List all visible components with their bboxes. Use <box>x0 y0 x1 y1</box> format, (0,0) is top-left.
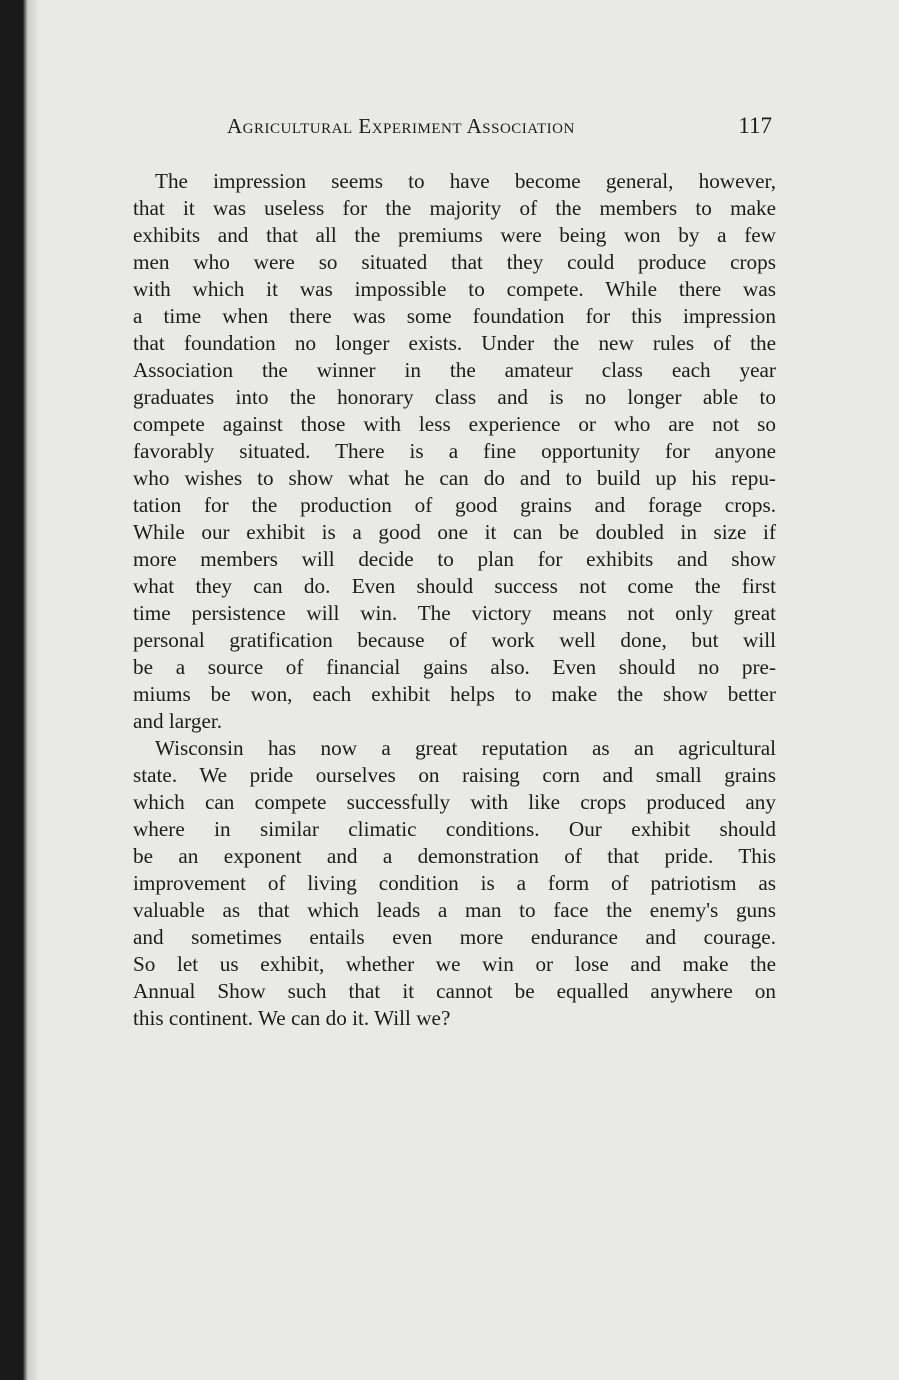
text-line: and sometimes entails even more endurance and courage. <box>133 925 776 949</box>
text-line: miums be won, each exhibit helps to make the show better <box>133 682 776 706</box>
text-line: time persistence will win. The victory means not only great <box>133 601 776 625</box>
text-line: more members will decide to plan for exhibits and show <box>133 547 776 571</box>
paragraph-1 <box>133 168 776 735</box>
text-line: So let us exhibit, whether we win or lose and make the <box>133 952 776 976</box>
text-line: graduates into the honorary class and is no longer able to <box>133 385 776 409</box>
text-line: valuable as that which leads a man to face the enemy's guns <box>133 898 776 922</box>
text-line: The impression seems to have become general, however, <box>155 169 776 193</box>
text-line: Wisconsin has now a great reputation as an agricultural <box>155 736 776 760</box>
text-line: what they can do. Even should success not come the first <box>133 574 776 598</box>
text-line: favorably situated. There is a fine opportunity for anyone <box>133 439 776 463</box>
text-line: be a source of financial gains also. Even should no pre- <box>133 655 776 679</box>
text-line: improvement of living condition is a form of patriotism as <box>133 871 776 895</box>
text-line: Association the winner in the amateur class each year <box>133 358 776 382</box>
text-line: personal gratification because of work well done, but will <box>133 628 776 652</box>
text-line: a time when there was some foundation for this impression <box>133 304 776 328</box>
text-line: this continent. We can do it. Will we? <box>133 1006 451 1030</box>
paragraph-2 <box>133 735 776 1032</box>
text-line: tation for the production of good grains and forage crops. <box>133 493 776 517</box>
text-line: While our exhibit is a good one it can be doubled in size if <box>133 520 776 544</box>
text-line: men who were so situated that they could produce crops <box>133 250 776 274</box>
page-number: 117 <box>738 113 772 138</box>
text-line: that it was useless for the majority of the members to make <box>133 196 776 220</box>
running-head <box>227 110 775 144</box>
body-text <box>133 168 776 1032</box>
binding-edge <box>0 0 38 1380</box>
text-line: where in similar climatic conditions. Our exhibit should <box>133 817 776 841</box>
text-line: which can compete successfully with like crops produced any <box>133 790 776 814</box>
text-line: compete against those with less experience or who are not so <box>133 412 776 436</box>
text-line: be an exponent and a demonstration of that pride. This <box>133 844 776 868</box>
text-line: exhibits and that all the premiums were being won by a few <box>133 223 776 247</box>
text-line: who wishes to show what he can do and to build up his repu- <box>133 466 776 490</box>
text-line: and larger. <box>133 709 223 733</box>
text-line: with which it was impossible to compete. While there was <box>133 277 776 301</box>
text-line: Annual Show such that it cannot be equalled anywhere on <box>133 979 776 1003</box>
running-head-title: Agricultural Experiment Association <box>227 114 575 138</box>
text-line: that foundation no longer exists. Under the new rules of the <box>133 331 776 355</box>
text-line: state. We pride ourselves on raising corn and small grains <box>133 763 776 787</box>
